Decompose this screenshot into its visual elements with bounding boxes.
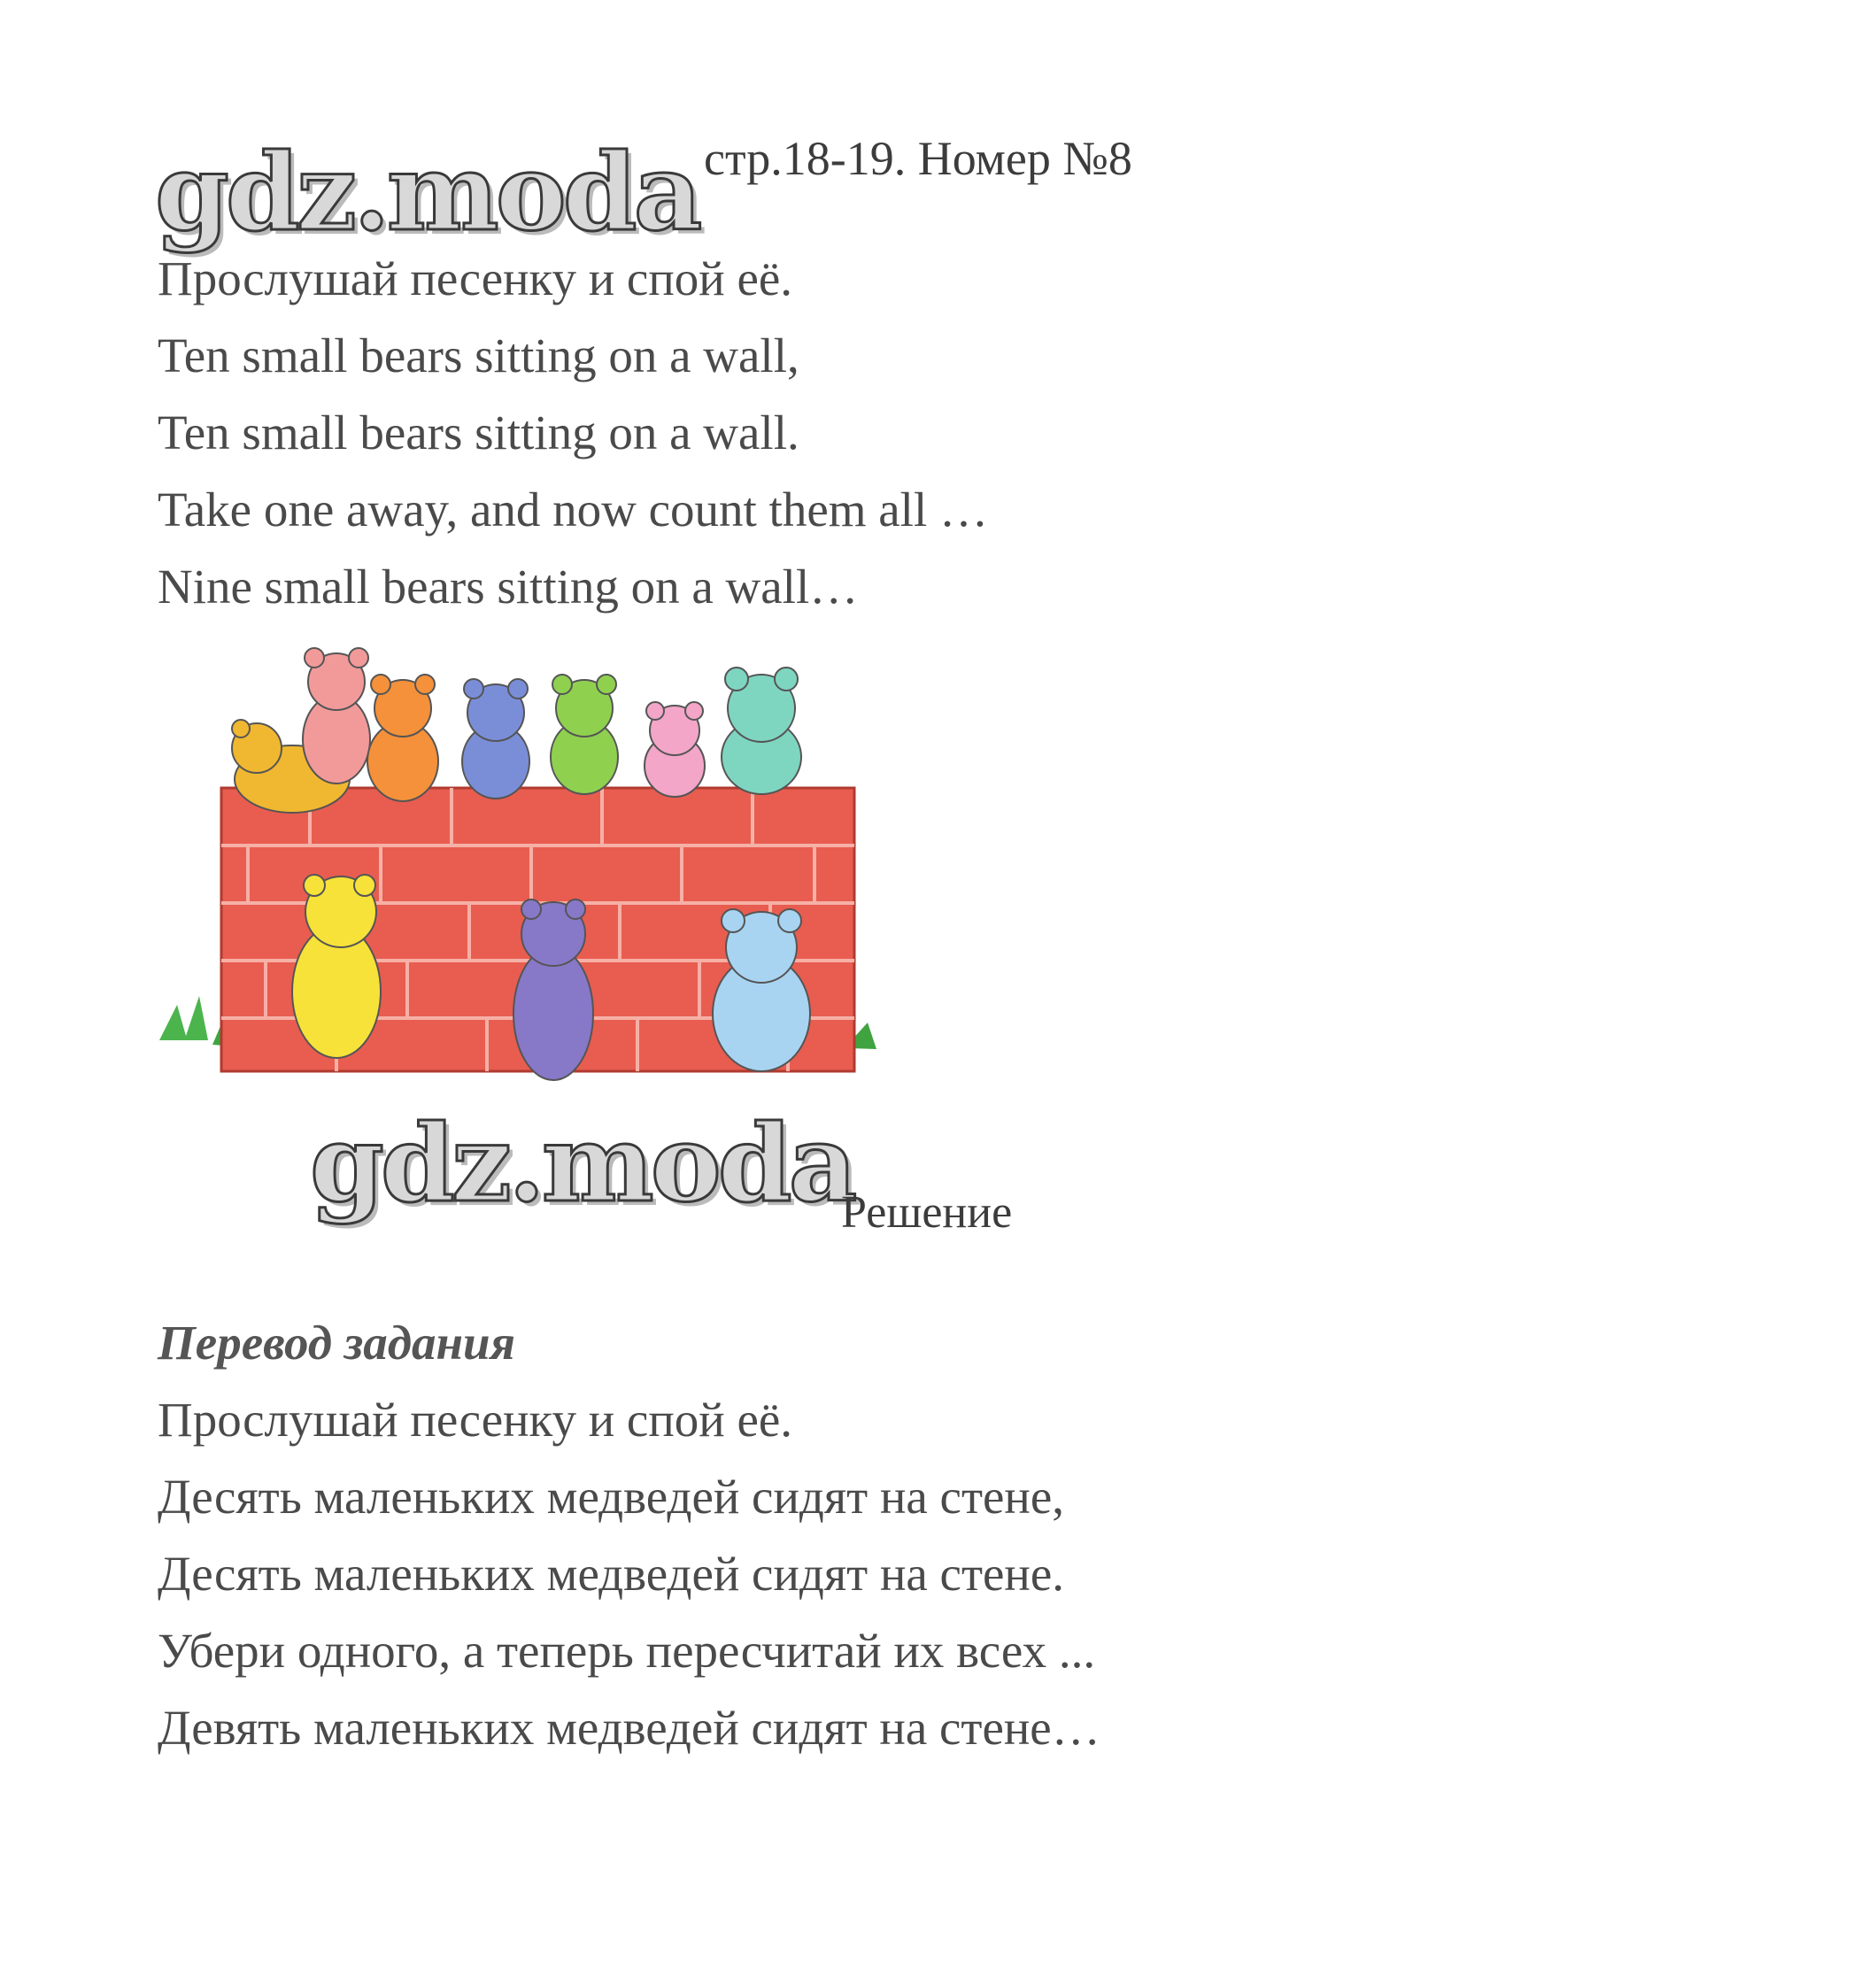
page-reference: стр.18-19. Номер №8 [704,132,1132,185]
bears-on-brick-wall-illustration [159,633,903,1116]
translation-instruction: Прослушай песенку и спой её. [158,1393,793,1447]
song-line-1: Ten small bears sitting on a wall, [158,328,799,382]
watermark-logo-bottom: gdz.moda [310,1101,854,1226]
translation-line-4: Девять маленьких медведей сидят на стене… [158,1701,1100,1755]
watermark-logo-top: gdz.moda [155,130,699,255]
song-line-4: Nine small bears sitting on a wall… [158,560,859,614]
translation-line-2: Десять маленьких медведей сидят на стене. [158,1547,1064,1601]
translation-line-3: Убери одного, а теперь пересчитай их всех ... [158,1624,1096,1678]
song-line-3: Take one away, and now count them all … [158,483,988,537]
translation-title: Перевод задания [158,1316,515,1370]
translation-line-1: Десять маленьких медведей сидят на стене, [158,1470,1064,1524]
task-instruction: Прослушай песенку и спой её. [158,251,793,305]
song-line-2: Ten small bears sitting on a wall. [158,405,799,459]
solution-label: Решение [841,1187,1013,1238]
